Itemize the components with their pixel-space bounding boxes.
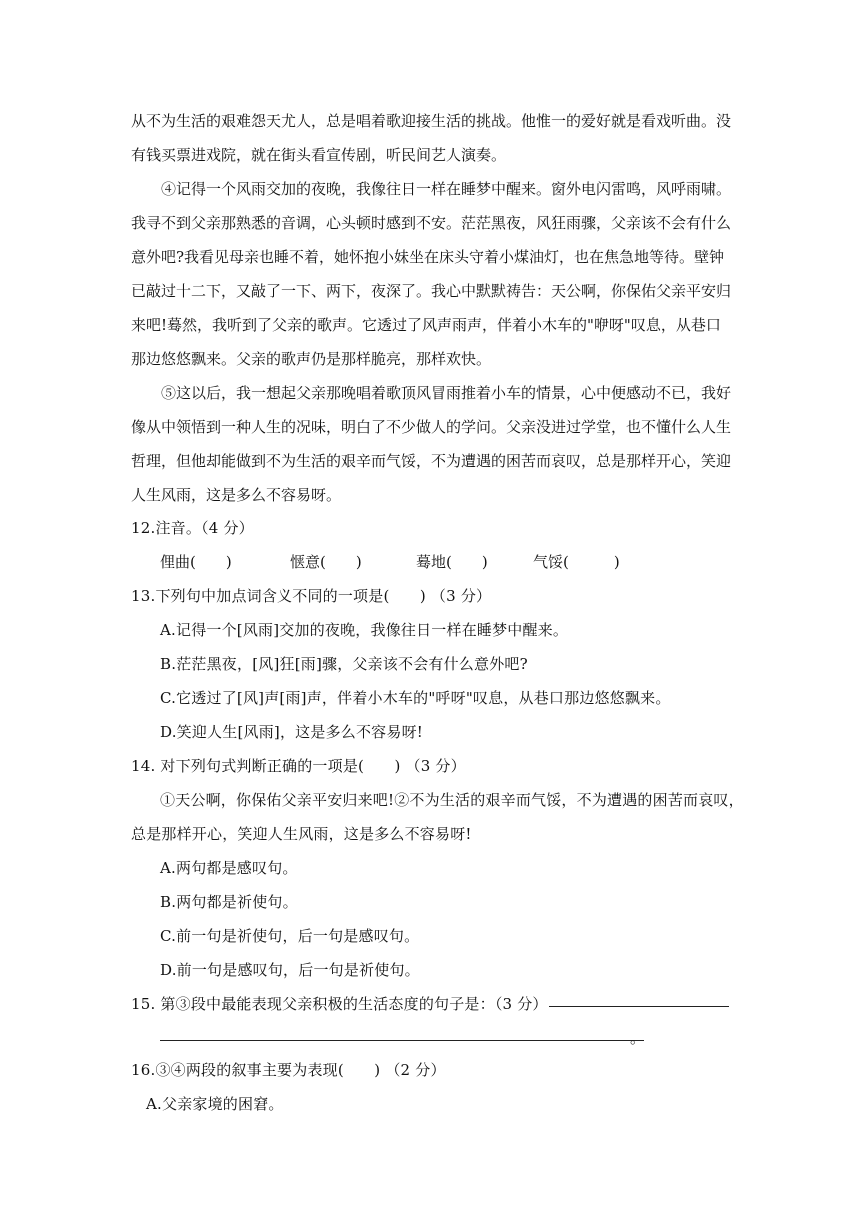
option-b: B.茫茫黑夜，[风]狂[雨]骤，父亲该不会有什么意外吧? <box>160 655 528 673</box>
passage-paragraph-4 <box>131 172 731 376</box>
text-line: 像从中领悟到一种人生的况味，明白了不少做人的学问。父亲没进过学堂，也不懂什么人生 <box>131 418 732 436</box>
text-line: 有钱买票进戏院，就在街头看宣传剧，听民间艺人演奏。 <box>131 146 507 164</box>
question-16-stem: 16.③④两段的叙事主要为表现( ) （2 分） <box>131 1061 446 1079</box>
answer-end-mark: 。 <box>630 1029 646 1047</box>
option-c: C.它透过了[风]声[雨]声，伴着小木车的"呼呀"叹息，从巷口那边悠悠飘来。 <box>160 689 671 707</box>
text-line: 哲理，但他却能做到不为生活的艰辛而气馁，不为遭遇的困苦而哀叹，总是那样开心，笑迎 <box>131 452 732 470</box>
pinyin-item-3: 蓦地( ) <box>416 553 488 571</box>
question-15-stem: 15. 第③段中最能表现父亲积极的生活态度的句子是：（3 分） <box>131 995 548 1013</box>
option-d: D.笑迎人生[风雨]，这是多么不容易呀! <box>160 723 423 741</box>
option-b: B.两句都是祈使句。 <box>160 893 298 911</box>
text-line: ⑤这以后，我一想起父亲那晚唱着歌顶风冒雨推着小车的情景，心中便感动不已，我好 <box>161 384 732 402</box>
option-a: A.父亲家境的困窘。 <box>146 1095 284 1113</box>
option-a: A.记得一个[风雨]交加的夜晚，我像往日一样在睡梦中醒来。 <box>160 621 569 639</box>
question-13-stem: 13.下列句中加点词含义不同的一项是( ) （3 分） <box>131 587 492 605</box>
text-line: ④记得一个风雨交加的夜晚，我像往日一样在睡梦中醒来。窗外电闪雷鸣，风呼雨啸。 <box>161 180 732 198</box>
option-c: C.前一句是祈使句，后一句是感叹句。 <box>160 927 420 945</box>
text-line: 人生风雨，这是多么不容易呀。 <box>131 486 342 504</box>
text-line: 从不为生活的艰难怨天尤人，总是唱着歌迎接生活的挑战。他惟一的爱好就是看戏听曲。没 <box>131 112 732 130</box>
option-a: A.两句都是感叹句。 <box>160 859 298 877</box>
pinyin-item-4: 气馁( ) <box>533 553 620 571</box>
text-line: 意外吧?我看见母亲也睡不着，她怀抱小妹坐在床头守着小煤油灯，也在焦急地等待。壁钟 <box>131 248 725 266</box>
text-line: 我寻不到父亲那熟悉的音调，心头顿时感到不安。茫茫黑夜，风狂雨骤，父亲该不会有什么 <box>131 214 732 232</box>
question-14-quote-line: ①天公啊，你保佑父亲平安归来吧!②不为生活的艰辛而气馁，不为遭遇的困苦而哀叹， <box>160 791 744 809</box>
passage-paragraph-3 <box>131 104 731 172</box>
question-14-stem: 14. 对下列句式判断正确的一项是( ) （3 分） <box>131 757 466 775</box>
passage-paragraph-5 <box>131 376 731 512</box>
question-14-quote-line: 总是那样开心，笑迎人生风雨，这是多么不容易呀! <box>131 825 472 843</box>
text-line: 那边悠悠飘来。父亲的歌声仍是那样脆亮，那样欢快。 <box>131 350 492 368</box>
answer-blank-line[interactable] <box>160 1040 644 1041</box>
pinyin-item-2: 惬意( ) <box>290 553 362 571</box>
pinyin-item-1: 俚曲( ) <box>160 553 232 571</box>
text-line: 已敲过十二下，又敲了一下、两下，夜深了。我心中默默祷告：天公啊，你保佑父亲平安归 <box>131 282 732 300</box>
option-d: D.前一句是感叹句，后一句是祈使句。 <box>160 961 420 979</box>
question-12-stem: 12.注音。（4 分） <box>131 519 254 537</box>
text-line: 来吧!蓦然，我听到了父亲的歌声。它透过了风声雨声，伴着小木车的"咿呀"叹息，从巷口 <box>131 316 721 334</box>
answer-blank-line[interactable] <box>549 1006 729 1007</box>
